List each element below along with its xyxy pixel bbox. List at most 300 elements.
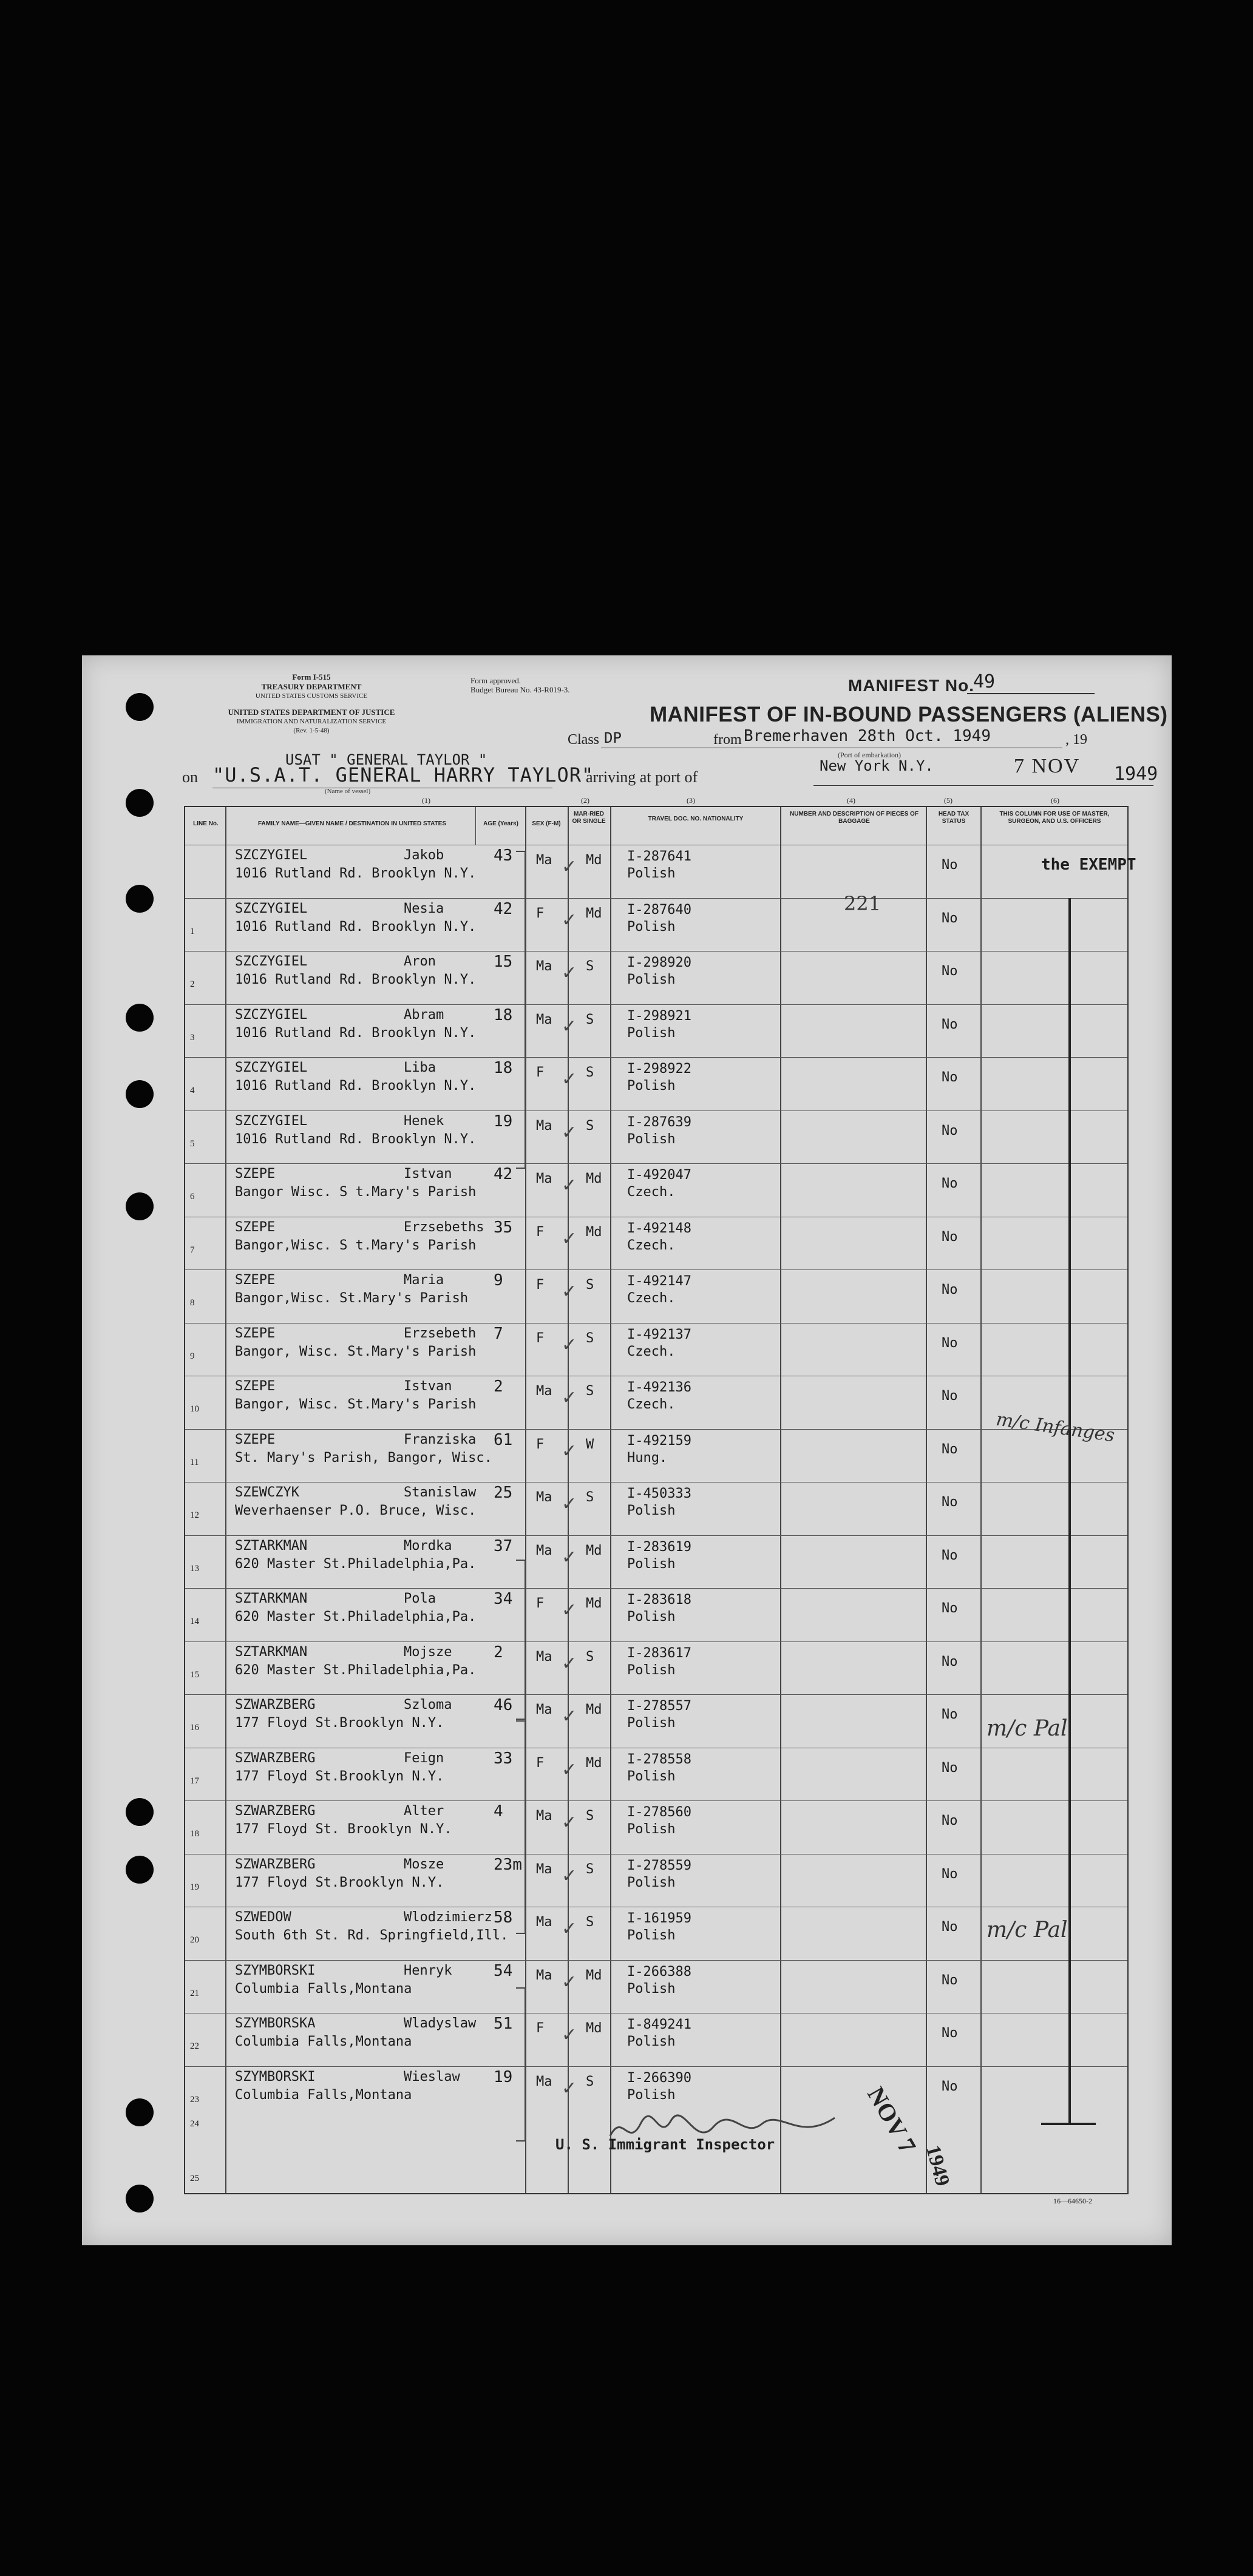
dept-line-1: TREASURY DEPARTMENT: [261, 682, 362, 691]
nationality: Czech.: [627, 1397, 676, 1412]
table-row: [185, 1854, 1127, 1908]
table-row: [185, 2013, 1127, 2067]
given-name: Mojsze: [404, 1644, 452, 1660]
table-row: [185, 1588, 1127, 1642]
given-name: Stanislaw: [404, 1485, 477, 1500]
annotation-1: m/c Infanges: [994, 1408, 1116, 1447]
travel-doc-no: I-266388: [627, 1964, 691, 1979]
check-mark-icon: ✓: [562, 962, 577, 984]
manifest-number: 49: [973, 671, 996, 692]
vessel-line-1: USAT " GENERAL TAYLOR ": [285, 751, 487, 768]
table-row: [185, 1641, 1127, 1695]
line-number: 13: [190, 1563, 199, 1574]
given-name: Erzsebeth: [404, 1325, 477, 1341]
table-row: [185, 951, 1127, 1005]
nationality: Polish: [627, 1078, 676, 1094]
head-tax: No: [942, 1654, 958, 1669]
line-number: 16: [190, 1723, 199, 1733]
table-row: [185, 1269, 1127, 1323]
date-stamp: NOV 7: [862, 2082, 922, 2158]
line-number: 19: [190, 1882, 199, 1892]
sex: Ma: [536, 1490, 552, 1505]
head-tax: No: [942, 1919, 958, 1935]
colnum-4: (4): [847, 796, 855, 805]
manifest-title: MANIFEST OF IN-BOUND PASSENGERS (ALIENS): [650, 703, 1168, 726]
sex: F: [536, 1224, 545, 1240]
age: 42: [494, 899, 513, 918]
print-code: 16—64650-2: [1053, 2197, 1092, 2205]
class-label: Class: [568, 732, 600, 748]
head-tax: No: [942, 2026, 958, 2041]
given-name: Abram: [404, 1007, 444, 1023]
table-row: [185, 898, 1127, 952]
travel-doc-no: I-492159: [627, 1433, 691, 1449]
destination: 1016 Rutland Rd. Brooklyn N.Y.: [235, 1025, 477, 1041]
family-name: SZWARZBERG: [235, 1856, 316, 1872]
sex: Ma: [536, 1915, 552, 1930]
age: 9: [494, 1271, 503, 1290]
marital-status: S: [586, 1065, 594, 1080]
head-tax: No: [942, 1016, 958, 1032]
line-number: 8: [190, 1298, 195, 1308]
exempt-bracket-foot: [1041, 2123, 1096, 2125]
table-row: [185, 1376, 1127, 1430]
travel-doc-no: I-492147: [627, 1274, 691, 1289]
exempt-bracket-line: [1068, 898, 1071, 2124]
vessel-line-2: "U.S.A.T. GENERAL HARRY TAYLOR": [212, 763, 594, 786]
sex: Ma: [536, 1967, 552, 1983]
head-tax: No: [942, 1388, 958, 1404]
year-suffix: , 19: [1065, 732, 1087, 748]
marital-status: Md: [586, 1596, 602, 1611]
travel-doc-no: I-287641: [627, 849, 691, 864]
age: 19: [494, 1112, 513, 1131]
check-mark-icon: ✓: [562, 1706, 577, 1727]
nationality: Polish: [627, 1556, 676, 1572]
travel-doc-no: I-266390: [627, 2070, 691, 2086]
head-tax: No: [942, 1813, 958, 1828]
given-name: Istvan: [404, 1379, 452, 1394]
check-mark-icon: ✓: [562, 1069, 577, 1090]
justice-line-2: IMMIGRATION AND NATURALIZATION SERVICE: [236, 718, 387, 725]
sex: F: [536, 1065, 545, 1080]
table-row: [185, 1960, 1127, 2014]
family-name: SZYMBORSKA: [235, 2016, 316, 2031]
given-name: Nesia: [404, 901, 444, 916]
family-name: SZCZYGIEL: [235, 954, 308, 969]
sex: Ma: [536, 1012, 552, 1027]
manifest-number-rule: [967, 693, 1095, 694]
dept-line-2: UNITED STATES CUSTOMS SERVICE: [255, 692, 368, 700]
family-name: SZYMBORSKI: [235, 2069, 316, 2084]
check-mark-icon: ✓: [562, 1387, 577, 1408]
sex: Ma: [536, 1649, 552, 1665]
sex: Ma: [536, 1171, 552, 1186]
travel-doc-no: I-283619: [627, 1539, 691, 1555]
head-tax: No: [942, 1123, 958, 1138]
age: 37: [494, 1536, 513, 1555]
age: 54: [494, 1961, 513, 1980]
nationality: Polish: [627, 1131, 676, 1147]
punch-hole: [126, 693, 154, 721]
marital-status: S: [586, 1277, 594, 1293]
check-mark-icon: ✓: [562, 1334, 577, 1356]
line-number: 4: [190, 1086, 195, 1095]
nationality: Polish: [627, 1503, 676, 1518]
age: 42: [494, 1165, 513, 1183]
nationality: Polish: [627, 1981, 676, 1996]
family-bracket: [516, 851, 526, 1169]
given-name: Mosze: [404, 1856, 444, 1872]
travel-doc-no: I-492137: [627, 1327, 691, 1342]
table-row: [185, 1800, 1127, 1854]
head-tax: No: [942, 1972, 958, 1988]
arriving-label: arriving at port of: [586, 768, 698, 786]
destination: Bangor,Wisc. S t.Mary's Parish: [235, 1237, 477, 1253]
travel-doc-no: I-492136: [627, 1380, 691, 1395]
age: 15: [494, 953, 513, 971]
age: 51: [494, 2015, 513, 2033]
family-name: SZYMBORSKI: [235, 1962, 316, 1978]
sex: Ma: [536, 1702, 552, 1717]
age: 46: [494, 1696, 513, 1714]
manifest-no-label: MANIFEST No.: [848, 676, 974, 695]
line-number: 22: [190, 2041, 199, 2051]
destination: Bangor Wisc. S t.Mary's Parish: [235, 1185, 477, 1200]
destination: 620 Master St.Philadelphia,Pa.: [235, 1609, 477, 1624]
check-mark-icon: ✓: [562, 1228, 577, 1249]
destination: Bangor, Wisc. St.Mary's Parish: [235, 1344, 477, 1359]
marital-status: S: [586, 1649, 594, 1665]
colnum-5: (5): [944, 796, 952, 805]
line-number: 3: [190, 1032, 195, 1043]
age: 19: [494, 2067, 513, 2086]
nationality: Polish: [627, 2034, 676, 2049]
annotation-2: m/c Pal: [986, 1716, 1068, 1741]
family-bracket: [516, 1560, 526, 1720]
marital-status: Md: [586, 1755, 602, 1771]
line-number: 10: [190, 1404, 199, 1414]
destination: Bangor,Wisc. St.Mary's Parish: [235, 1291, 469, 1306]
marital-status: S: [586, 1118, 594, 1134]
check-mark-icon: ✓: [562, 1546, 577, 1568]
age: 25: [494, 1484, 513, 1502]
marital-status: S: [586, 1330, 594, 1346]
destination: 620 Master St.Philadelphia,Pa.: [235, 1556, 477, 1572]
age: 43: [494, 847, 513, 865]
justice-line-3: (Rev. 1-5-48): [293, 727, 330, 734]
sex: F: [536, 2021, 545, 2036]
arrival-year: 1949: [1114, 763, 1158, 785]
destination: 1016 Rutland Rd. Brooklyn N.Y.: [235, 866, 477, 881]
check-mark-icon: ✓: [562, 1918, 577, 1939]
marital-status: Md: [586, 1171, 602, 1186]
justice-line-1: UNITED STATES DEPARTMENT OF JUSTICE: [228, 708, 395, 717]
destination: St. Mary's Parish, Bangor, Wisc.: [235, 1450, 492, 1465]
punch-hole: [126, 2185, 154, 2213]
travel-doc-no: I-298921: [627, 1008, 691, 1024]
colhead-age: AGE (Years): [483, 820, 518, 827]
destination: Columbia Falls,Montana: [235, 2034, 412, 2049]
family-name: SZTARKMAN: [235, 1644, 308, 1660]
table-row: [185, 1535, 1127, 1589]
age: 18: [494, 1059, 513, 1077]
table-row: [185, 1323, 1127, 1377]
destination: Bangor, Wisc. St.Mary's Parish: [235, 1397, 477, 1412]
sex: Ma: [536, 2074, 552, 2089]
punch-hole: [126, 2098, 154, 2126]
colnum-3: (3): [687, 796, 695, 805]
head-tax: No: [942, 1866, 958, 1882]
passenger-table: [184, 796, 1129, 2194]
line-number: 2: [190, 979, 195, 989]
colhead-sex: SEX (F-M): [532, 820, 561, 827]
colhead-baggage: NUMBER AND DESCRIPTION OF PIECES OF BAGGAGE: [790, 811, 919, 825]
given-name: Henryk: [404, 1962, 452, 1978]
nationality: Czech.: [627, 1185, 676, 1200]
check-mark-icon: ✓: [562, 1812, 577, 1833]
travel-doc-no: I-283617: [627, 1645, 691, 1661]
line-number: 7: [190, 1245, 195, 1255]
head-tax: No: [942, 910, 958, 926]
marital-status: S: [586, 1384, 594, 1399]
age: 35: [494, 1218, 513, 1237]
given-name: Franziska: [404, 1432, 477, 1447]
line-number-24: 24: [190, 2119, 199, 2129]
on-label: on: [182, 768, 198, 786]
check-mark-icon: ✓: [562, 1865, 577, 1887]
marital-status: Md: [586, 2021, 602, 2036]
head-tax: No: [942, 1229, 958, 1245]
given-name: Erzsebeths: [404, 1219, 484, 1235]
colhead-line: LINE No.: [193, 820, 219, 827]
colhead-doc: TRAVEL DOC. NO. NATIONALITY: [648, 816, 744, 822]
sex: Ma: [536, 853, 552, 868]
manifest-label: [848, 676, 974, 695]
sex: F: [536, 1436, 545, 1452]
sex: Ma: [536, 1118, 552, 1134]
table-row: [185, 1482, 1127, 1536]
head-tax: No: [942, 1707, 958, 1722]
destination: 1016 Rutland Rd. Brooklyn N.Y.: [235, 1078, 477, 1094]
port-embarkation-note: (Port of embarkation): [838, 751, 901, 759]
table-row: [185, 1429, 1127, 1483]
punch-hole: [126, 1192, 154, 1220]
family-name: SZWARZBERG: [235, 1804, 316, 1819]
line-number: 15: [190, 1669, 199, 1680]
travel-doc-no: I-298920: [627, 955, 691, 970]
check-mark-icon: ✓: [562, 1440, 577, 1462]
line-number: 21: [190, 1988, 199, 1998]
family-name: SZTARKMAN: [235, 1538, 308, 1553]
nationality: Hung.: [627, 1450, 668, 1465]
family-name: SZEWCZYK: [235, 1485, 299, 1500]
head-tax: No: [942, 1282, 958, 1297]
destination: 620 Master St.Philadelphia,Pa.: [235, 1662, 477, 1678]
line-number: 11: [190, 1457, 199, 1467]
check-mark-icon: ✓: [562, 1281, 577, 1302]
nationality: Polish: [627, 1025, 676, 1041]
punch-hole: [126, 1004, 154, 1032]
destination: 1016 Rutland Rd. Brooklyn N.Y.: [235, 972, 477, 987]
travel-doc-no: I-492047: [627, 1168, 691, 1183]
table-row: [185, 1163, 1127, 1217]
marital-status: S: [586, 1808, 594, 1824]
given-name: Henek: [404, 1113, 444, 1129]
table-row: [185, 1217, 1127, 1271]
exempt-text: the EXEMPT: [1041, 856, 1136, 874]
punch-hole: [126, 789, 154, 817]
family-name: SZCZYGIEL: [235, 901, 308, 916]
marital-status: Md: [586, 1543, 602, 1558]
colnum-2: (2): [581, 796, 589, 805]
travel-doc-no: I-278558: [627, 1751, 691, 1767]
given-name: Alter: [404, 1804, 444, 1819]
destination: 177 Floyd St. Brooklyn N.Y.: [235, 1822, 452, 1837]
nationality: Polish: [627, 1609, 676, 1624]
check-mark-icon: ✓: [562, 1493, 577, 1515]
travel-doc-no: I-450333: [627, 1486, 691, 1501]
age: 33: [494, 1749, 513, 1768]
check-mark-icon: ✓: [562, 2024, 577, 2046]
marital-status: S: [586, 1861, 594, 1877]
form-approved-2: Budget Bureau No. 43-R019-3.: [470, 685, 570, 694]
check-mark-icon: ✓: [562, 1971, 577, 1993]
travel-doc-no: I-161959: [627, 1911, 691, 1926]
from-value: Bremerhaven 28th Oct. 1949: [744, 727, 991, 745]
check-mark-icon: ✓: [562, 2077, 577, 2099]
line-number: 5: [190, 1138, 195, 1149]
family-bracket: [516, 1987, 526, 2142]
arrival-port: New York N.Y.: [820, 757, 934, 774]
check-mark-icon: ✓: [562, 856, 577, 877]
travel-doc-no: I-278559: [627, 1858, 691, 1873]
family-name: SZEPE: [235, 1379, 276, 1394]
colhead-marital: MAR-RIED OR SINGLE: [572, 811, 606, 825]
form-approved-1: Form approved.: [470, 676, 521, 685]
age: 61: [494, 1430, 513, 1449]
marital-status: Md: [586, 1967, 602, 1983]
destination: South 6th St. Rd. Springfield,Ill.: [235, 1928, 509, 1943]
line-number: 18: [190, 1829, 199, 1839]
punch-hole: [126, 1798, 154, 1826]
family-name: SZEPE: [235, 1166, 276, 1182]
head-tax: No: [942, 1335, 958, 1351]
marital-status: S: [586, 1490, 594, 1505]
destination: 1016 Rutland Rd. Brooklyn N.Y.: [235, 919, 477, 935]
marital-status: Md: [586, 1224, 602, 1240]
family-name: SZEPE: [235, 1432, 276, 1447]
given-name: Istvan: [404, 1166, 452, 1182]
form-number: Form I-515: [292, 672, 331, 681]
col-divider: [475, 807, 476, 845]
marital-status: S: [586, 1915, 594, 1930]
nationality: Polish: [627, 1662, 676, 1678]
sex: Ma: [536, 1543, 552, 1558]
table-row: [185, 845, 1127, 899]
given-name: Wladyslaw: [404, 2016, 477, 2031]
head-tax: No: [942, 1176, 958, 1191]
nationality: Polish: [627, 2087, 676, 2103]
check-mark-icon: ✓: [562, 1652, 577, 1674]
punch-hole: [126, 1856, 154, 1884]
travel-doc-no: I-278557: [627, 1699, 691, 1714]
family-name: SZTARKMAN: [235, 1591, 308, 1606]
age: 34: [494, 1590, 513, 1608]
check-mark-icon: ✓: [562, 1600, 577, 1621]
marital-status: S: [586, 959, 594, 974]
sex: Ma: [536, 959, 552, 974]
table-row: [185, 1748, 1127, 1802]
given-name: Aron: [404, 954, 436, 969]
head-tax: No: [942, 2078, 958, 2094]
family-name: SZCZYGIEL: [235, 848, 308, 863]
line-number: 6: [190, 1192, 195, 1202]
given-name: Mordka: [404, 1538, 452, 1553]
nationality: Polish: [627, 972, 676, 987]
colhead-officers: THIS COLUMN FOR USE OF MASTER, SURGEON, AND U.S. OFFICERS: [999, 811, 1110, 825]
travel-doc-no: I-287639: [627, 1114, 691, 1130]
punch-hole: [126, 1080, 154, 1108]
arrival-date-stamp: 7 NOV: [1014, 755, 1081, 777]
line-number: 12: [190, 1510, 199, 1520]
family-name: SZCZYGIEL: [235, 1113, 308, 1129]
nationality: Polish: [627, 1768, 676, 1784]
family-name: SZCZYGIEL: [235, 1007, 308, 1023]
sex: F: [536, 1596, 545, 1611]
family-name: SZEPE: [235, 1325, 276, 1341]
given-name: Maria: [404, 1273, 444, 1288]
destination: 177 Floyd St.Brooklyn N.Y.: [235, 1768, 444, 1784]
marital-status: S: [586, 1012, 594, 1027]
nationality: Polish: [627, 1822, 676, 1837]
age: 18: [494, 1006, 513, 1024]
family-name: SZEPE: [235, 1273, 276, 1288]
nationality: Czech.: [627, 1237, 676, 1253]
nationality: Czech.: [627, 1344, 676, 1359]
manifest-page: [82, 655, 1172, 2245]
inspector-label: U. S. Immigrant Inspector: [555, 2136, 775, 2153]
age: 58: [494, 1908, 513, 1927]
check-mark-icon: ✓: [562, 1759, 577, 1780]
marital-status: S: [586, 2074, 594, 2089]
given-name: Wlodzimierz: [404, 1910, 492, 1925]
given-name: Szloma: [404, 1697, 452, 1712]
travel-doc-no: I-287640: [627, 902, 691, 918]
sex: Ma: [536, 1808, 552, 1824]
destination: Columbia Falls,Montana: [235, 2087, 412, 2103]
date-stamp-year: 1949: [921, 2143, 954, 2189]
head-tax: No: [942, 1441, 958, 1457]
family-name: SZCZYGIEL: [235, 1060, 308, 1075]
marital-status: Md: [586, 853, 602, 868]
colhead-tax: HEAD TAX STATUS: [938, 811, 969, 825]
family-bracket: [516, 1720, 526, 1934]
head-tax: No: [942, 964, 958, 979]
line-number: 1: [190, 926, 195, 936]
punch-hole: [126, 885, 154, 913]
given-name: Jakob: [404, 848, 444, 863]
line-number: 9: [190, 1351, 195, 1361]
age: 7: [494, 1324, 503, 1343]
nationality: Polish: [627, 1928, 676, 1943]
class-value: DP: [604, 729, 622, 746]
sex: F: [536, 1277, 545, 1293]
marital-status: Md: [586, 905, 602, 921]
arrival-rule: [813, 785, 1153, 786]
table-row: [185, 1004, 1127, 1058]
check-mark-icon: ✓: [562, 909, 577, 931]
